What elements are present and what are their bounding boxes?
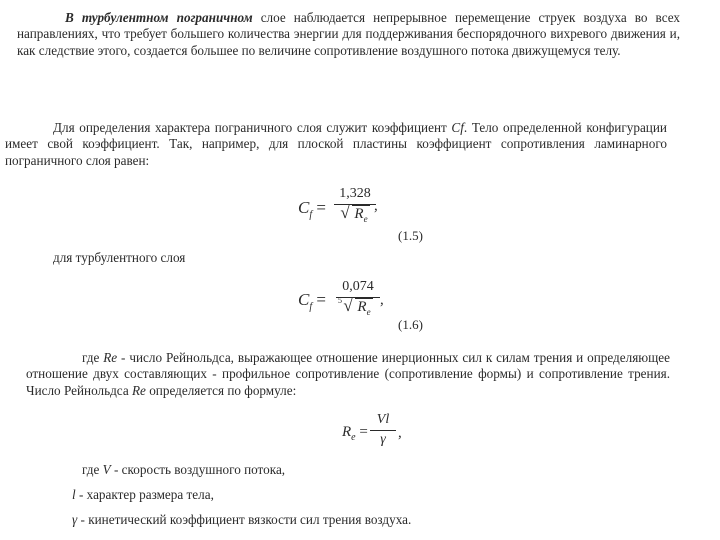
numerator: 0,074 <box>342 279 374 294</box>
denominator <box>334 206 376 224</box>
symbol-cf: Cf <box>451 120 464 135</box>
equation-number: (1.6) <box>398 317 423 332</box>
formula-lhs: $R_e$ = <box>342 424 368 443</box>
symbol-re: Re <box>131 382 146 398</box>
paragraph-text: Для определения характера пограничного слоя служит коэффициент <box>53 120 452 135</box>
definition-length: l - характер размера тела, <box>72 487 214 502</box>
emphasized-term: В турбулентном пограничном <box>65 10 253 25</box>
equation-number: (1.5) <box>398 228 423 243</box>
comma: , <box>398 425 402 441</box>
definition-viscosity: γ - кинетический коэффициент вязкости сил трения воздуха. <box>72 512 412 527</box>
comma: , <box>380 292 384 308</box>
numerator: 1,328 <box>339 186 371 201</box>
paragraph-reynolds-number: где Re - число Рейнольдса, выражающее отношение инерционных сил к силам трения и определяющее отношение двух составляющих - профильное сопротивление (сопротивление формы) и сопротивление трения. Число Рейнольдса Re определяется по формуле: <box>26 350 670 398</box>
paragraph-text: слое наблюдается непрерывное перемещение струек воздуха во всех направлениях, что требует большего количества энергии для поддерживания беспорядочного вихревого движения и, как следствие этого, создается большее по величине сопротивление воздушного потока движущемуся телу. <box>17 10 680 58</box>
root-index: 5 <box>338 296 342 305</box>
formula-fraction <box>336 279 380 317</box>
definition-velocity: где V - скорость воздушного потока, <box>82 462 286 477</box>
fifth-root-icon: √ $R_e$ <box>343 299 372 317</box>
paragraph-turbulent-boundary-layer <box>17 10 680 59</box>
paragraph-coefficient-definition <box>5 120 667 169</box>
square-root-icon: √ $R_e$ <box>340 206 369 224</box>
paragraph-text: . Тело определенной конфигурации имеет свой коэффициент. Так, например, для плоской пластины коэффициент сопротивления ламинарного пограничного слоя равен: <box>5 120 667 168</box>
formula-fraction <box>370 412 396 448</box>
comma: , <box>374 198 378 214</box>
formula-fraction <box>334 186 376 224</box>
denominator: γ <box>380 432 386 447</box>
formula-lhs: $C_f$ = <box>298 198 326 221</box>
fraction-bar <box>370 430 396 431</box>
numerator: Vl <box>376 412 390 427</box>
symbol-re: Re <box>103 350 118 365</box>
denominator <box>336 296 380 317</box>
formula-lhs: $C_f$ = <box>298 290 326 313</box>
turbulent-layer-label: для турбулентного слоя <box>53 250 186 265</box>
